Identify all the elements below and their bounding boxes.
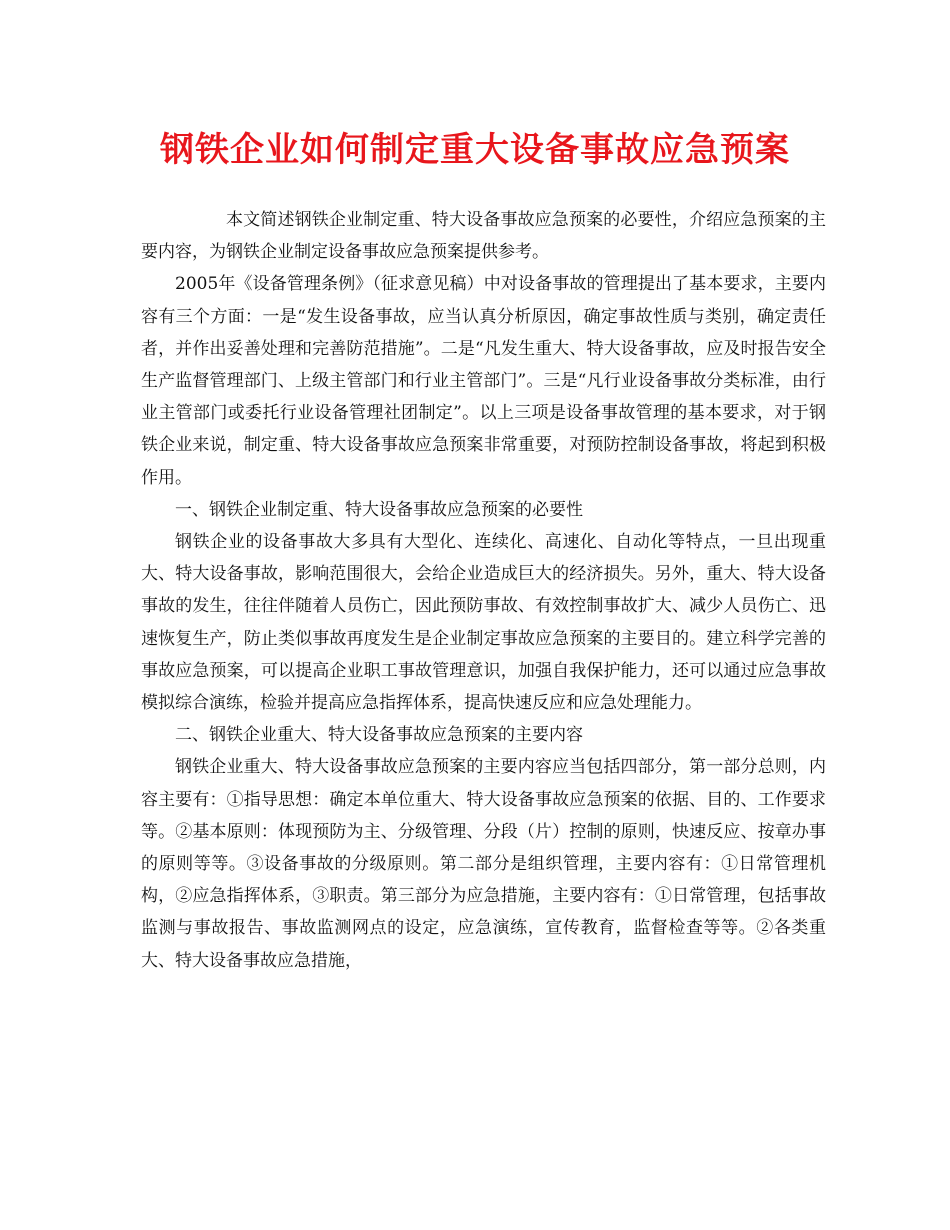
section-heading-content: 二、钢铁企业重大、特大设备事故应急预案的主要内容 <box>175 725 583 746</box>
paragraph-abstract: 本文简述钢铁企业制定重、特大设备事故应急预案的必要性，介绍应急预案的主要内容，为钢铁企业制定设备事故应急预案提供参考。 <box>141 210 826 263</box>
document-title: 钢铁企业如何制定重大设备事故应急预案 <box>160 130 790 170</box>
section-heading-necessity: 一、钢铁企业制定重、特大设备事故应急预案的必要性 <box>175 499 583 520</box>
document-body <box>141 204 826 977</box>
paragraph-necessity: 钢铁企业的设备事故大多具有大型化、连续化、高速化、自动化等特点，一旦出现重大、特大设备事故，影响范围很大，会给企业造成巨大的经济损失。另外，重大、特大设备事故的发生，往往伴随着人员伤亡，因此预防事故、有效控制事故扩大、减少人员伤亡、迅速恢复生产，防止类似事故再度发生是企业制定事故应急预案的主要目的。建立科学完善的事故应急预案，可以提高企业职工事故管理意识，加强自我保护能力，还可以通过应急事故模拟综合演练，检验并提高应急指挥体系，提高快速反应和应急处理能力。 <box>141 532 826 714</box>
paragraph-content: 钢铁企业重大、特大设备事故应急预案的主要内容应当包括四部分，第一部分总则，内容主要有：①指导思想：确定本单位重大、特大设备事故应急预案的依据、目的、工作要求等。②基本原则：体现预防为主、分级管理、分段（片）控制的原则，快速反应、按章办事的原则等等。③设备事故的分级原则。第二部分是组织管理，主要内容有：①日常管理机构，②应急指挥体系，③职责。第三部分为应急措施，主要内容有：①日常管理，包括事故监测与事故报告、事故监测网点的设定，应急演练，宣传教育，监督检查等等。②各类重大、特大设备事故应急措施， <box>141 757 826 971</box>
paragraph-regulation: 2005年《设备管理条例》（征求意见稿）中对设备事故的管理提出了基本要求，主要内容有三个方面：一是“发生设备事故，应当认真分析原因，确定事故性质与类别，确定责任者，并作出妥善处理和完善防范措施”。二是“凡发生重大、特大设备事故，应及时报告安全生产监督管理部门、上级主管部门和行业主管部门”。三是“凡行业设备事故分类标准，由行业主管部门或委托行业设备管理社团制定”。以上三项是设备事故管理的基本要求，对于钢铁企业来说，制定重、特大设备事故应急预案非常重要，对预防控制设备事故，将起到积极作用。 <box>141 274 826 488</box>
